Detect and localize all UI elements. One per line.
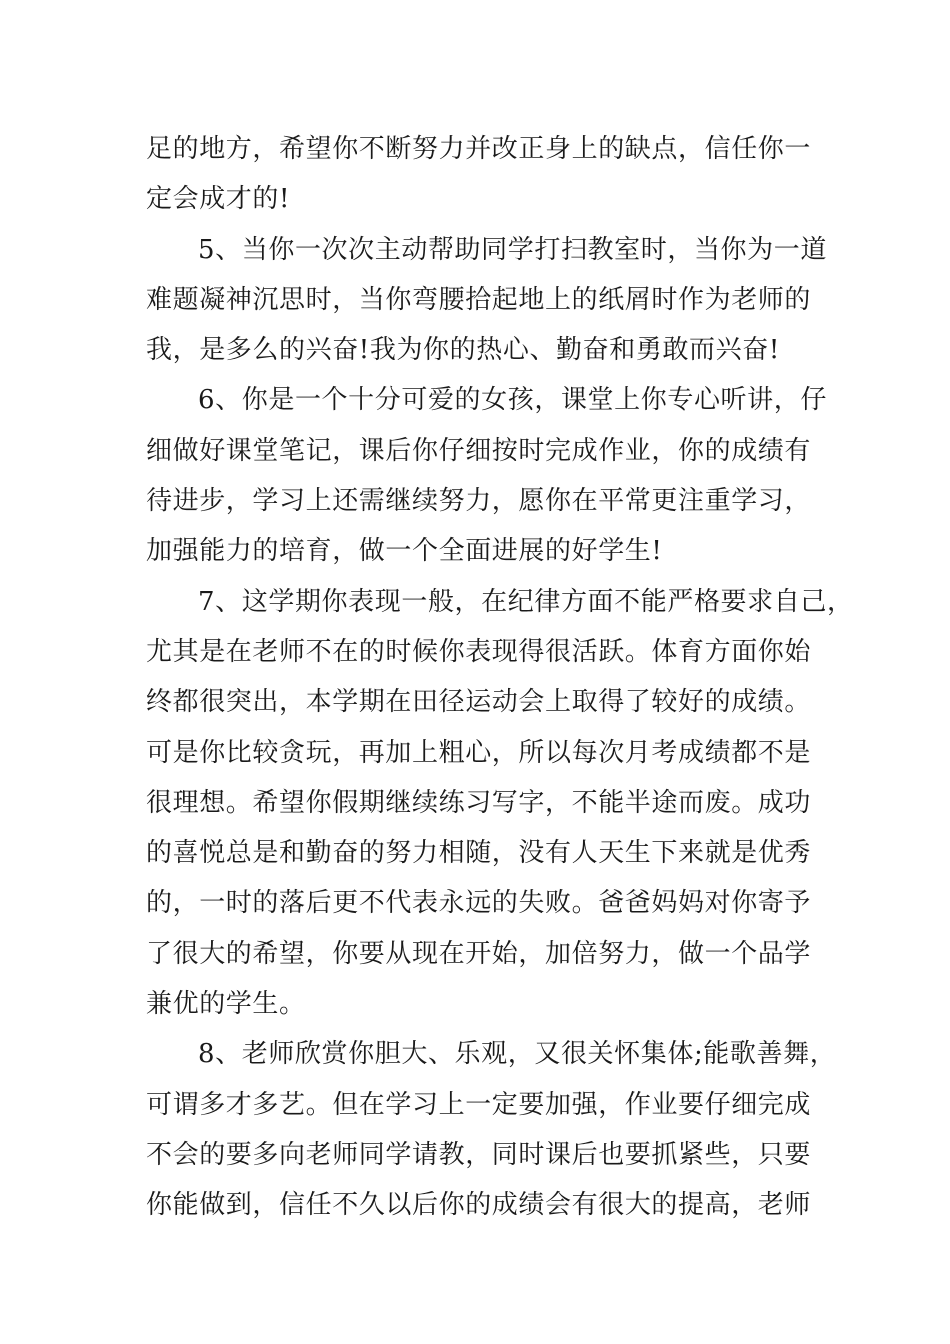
text-line: 难题凝神沉思时，当你弯腰拾起地上的纸屑时作为老师的 <box>146 284 812 315</box>
text-line: 很理想。希望你假期继续练习写字，不能半途而废。成功 <box>146 787 812 818</box>
paragraph-first-line: 5、当你一次次主动帮助同学打扫教室时，当你为一道 <box>198 234 827 265</box>
text-line: 你能做到，信任不久以后你的成绩会有很大的提高，老师 <box>146 1190 812 1221</box>
text-line: 加强能力的培育，做一个全面进展的好学生! <box>146 536 663 567</box>
text-line: 了很大的希望，你要从现在开始，加倍努力，做一个品学 <box>146 938 812 969</box>
text-line: 的喜悦总是和勤奋的努力相随，没有人天生下来就是优秀 <box>146 838 812 869</box>
text-line: 终都很突出，本学期在田径运动会上取得了较好的成绩。 <box>146 687 812 718</box>
text-line: 足的地方，希望你不断努力并改正身上的缺点，信任你一 <box>146 134 812 164</box>
text-line: 不会的要多向老师同学请教，同时课后也要抓紧些，只要 <box>146 1139 812 1170</box>
paragraph-first-line: 7、这学期你表现一般，在纪律方面不能严格要求自己， <box>198 586 854 617</box>
text-line: 可谓多才多艺。但在学习上一定要加强，作业要仔细完成 <box>146 1089 812 1120</box>
text-line: 尤其是在老师不在的时候你表现得很活跃。体育方面你始 <box>146 636 812 667</box>
text-line: 定会成才的! <box>146 184 291 215</box>
text-line: 可是你比较贪玩，再加上粗心，所以每次月考成绩都不是 <box>146 737 812 768</box>
text-line: 的，一时的落后更不代表永远的失败。爸爸妈妈对你寄予 <box>146 888 812 919</box>
paragraph-first-line: 8、老师欣赏你胆大、乐观，又很关怀集体;能歌善舞， <box>198 1039 837 1070</box>
body-text <box>146 124 854 1231</box>
text-line: 我，是多么的兴奋!我为你的热心、勤奋和勇敢而兴奋! <box>146 335 780 366</box>
paragraph-first-line: 6、你是一个十分可爱的女孩，课堂上你专心听讲，仔 <box>198 385 827 416</box>
text-line: 细做好课堂笔记，课后你仔细按时完成作业，你的成绩有 <box>146 435 812 466</box>
text-line: 兼优的学生。 <box>146 989 306 1020</box>
text-line: 待进步，学习上还需继续努力，愿你在平常更注重学习， <box>146 486 812 517</box>
